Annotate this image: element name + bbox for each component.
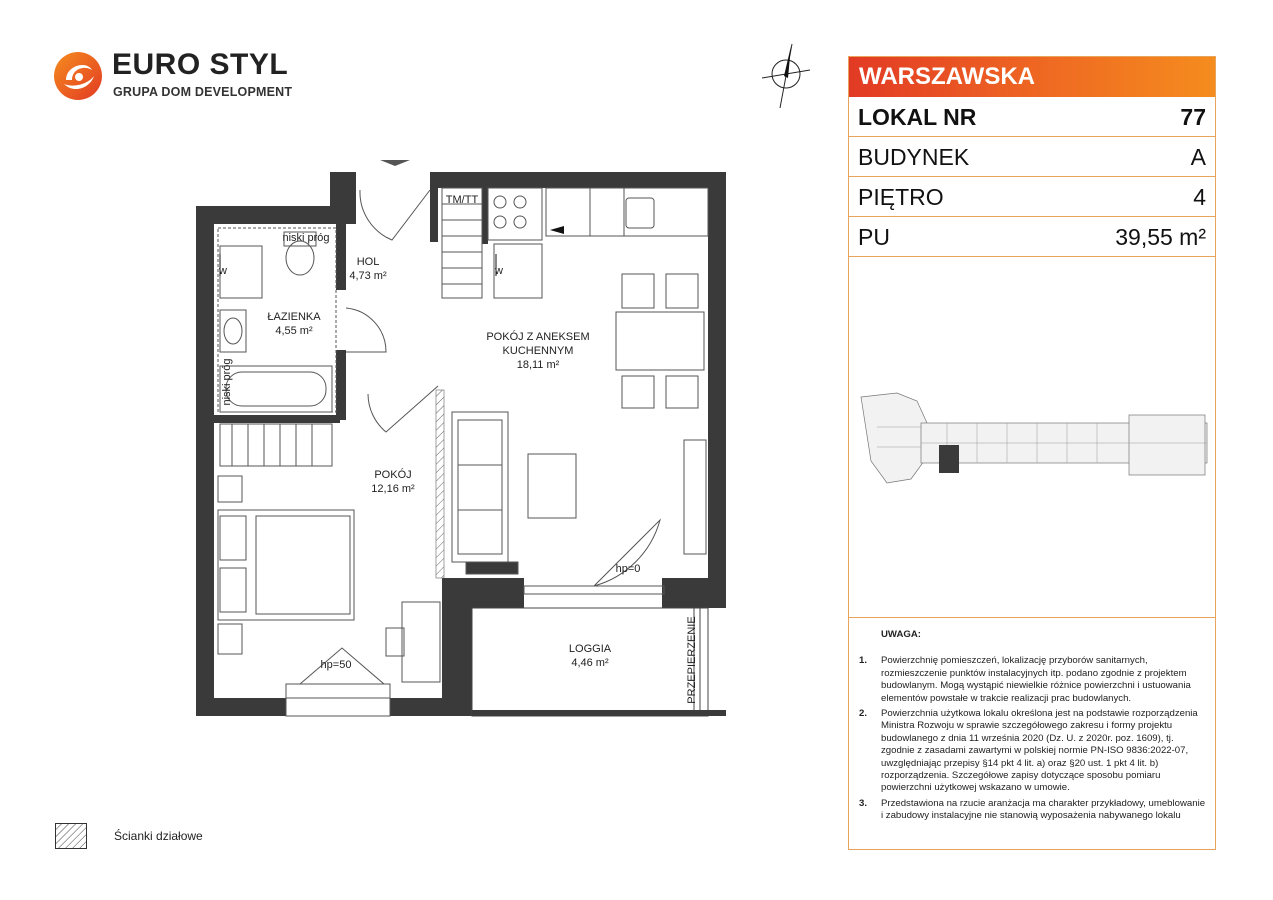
niski-prog-label-1: niski próg (282, 232, 330, 244)
room-area-pokoj-z-aneksem: 18,11 m² (516, 359, 560, 371)
note-item (859, 708, 1207, 795)
row-label: LOKAL NR (858, 104, 977, 130)
row-value: 77 (1180, 104, 1206, 130)
brand-subtitle: GRUPA DOM DEVELOPMENT (113, 85, 293, 99)
przepierzenie-label: PRZEPIERZENIE (686, 616, 698, 704)
note-item (859, 655, 1207, 705)
row-pu (849, 217, 1215, 257)
row-value: A (1190, 144, 1206, 170)
brand-name: EURO STYL (112, 48, 289, 81)
hp50-label: hp=50 (320, 659, 352, 671)
logo-icon (52, 50, 104, 102)
room-area-pokoj: 12,16 m² (371, 483, 415, 495)
walls (196, 172, 726, 716)
room-name-pokoj-z-aneksem-2: KUCHENNYM (502, 345, 574, 357)
row-label: BUDYNEK (858, 144, 970, 170)
w-marker-2: w (495, 265, 503, 277)
legend-label: Ścianki działowe (114, 829, 203, 843)
room-area-loggia: 4,46 m² (571, 657, 609, 669)
room-area-lazienka: 4,55 m² (275, 325, 313, 337)
row-label: PIĘTRO (858, 184, 944, 210)
hp0-label: hp=0 (615, 563, 641, 575)
w-marker-1: w (219, 265, 227, 277)
row-value: 39,55 m² (1115, 224, 1206, 250)
info-panel (848, 56, 1216, 850)
row-label: PU (858, 224, 890, 250)
note-text: Powierzchnia użytkowa lokalu określona jest na podstawie rozporządzenia Ministra Rozwoju w sprawie szczegółowego zakresu i formy projektu budowlanego z dnia 11 września 2020 (Dz. U. z 2020r. poz. 1609), tj. zgodnie z zasadami zawartymi w polskiej normie PN-ISO 9836:2022-07, uwzględniając przepisy §14 pkt 4 lit. a) oraz §20 ust. 1 pkt 4 lit. b) rozporządzenia. Szczegółowe zapisy dotyczące sposobu pomiaru powierzchni użytkowej wskazano w umowie. (881, 708, 1198, 794)
note-number: 2. (859, 708, 868, 720)
notes-title: UWAGA: (881, 629, 921, 640)
room-area-hol: 4,73 m² (349, 270, 387, 282)
floor-plan (190, 150, 750, 725)
unit-highlight (939, 445, 959, 473)
site-plan-image (857, 387, 1209, 507)
note-item (859, 798, 1207, 823)
notes-separator (849, 617, 1215, 618)
room-name-hol: HOL (356, 256, 380, 268)
niski-prog-label-2: niski próg (221, 358, 233, 406)
row-value: 4 (1193, 184, 1206, 210)
row-budynek (849, 137, 1215, 177)
notes-section (859, 629, 1207, 826)
hatch-legend-icon (55, 823, 87, 849)
room-name-loggia: LOGGIA (568, 643, 612, 655)
street-header: WARSZAWSKA (849, 57, 1215, 97)
room-name-lazienka: ŁAZIENKA (267, 311, 321, 323)
room-name-pokoj-z-aneksem: POKÓJ Z ANEKSEM (486, 331, 590, 343)
row-pietro (849, 177, 1215, 217)
note-text: Powierzchnię pomieszczeń, lokalizację przyborów sanitarnych, rozmieszczenie punktów instalacyjnych itp. podano zgodnie z projektem budowlanym. Mogą wystąpić niewielkie różnice powierzchni i ustuowania elementów powstałe w trakcie realizacji prac budowlanych. (881, 655, 1191, 704)
tmtt-label: TM/TT (445, 194, 479, 206)
note-number: 1. (859, 655, 868, 667)
note-text: Przedstawiona na rzucie aranżacja ma charakter przykładowy, umeblowanie i zabudowy instalacyjne nie stanowią wyposażenia nabywanego lokalu (881, 797, 1206, 822)
row-lokal-nr (849, 97, 1215, 137)
north-arrow-icon (756, 42, 816, 112)
room-name-pokoj: POKÓJ (374, 469, 412, 481)
note-number: 3. (859, 797, 868, 809)
